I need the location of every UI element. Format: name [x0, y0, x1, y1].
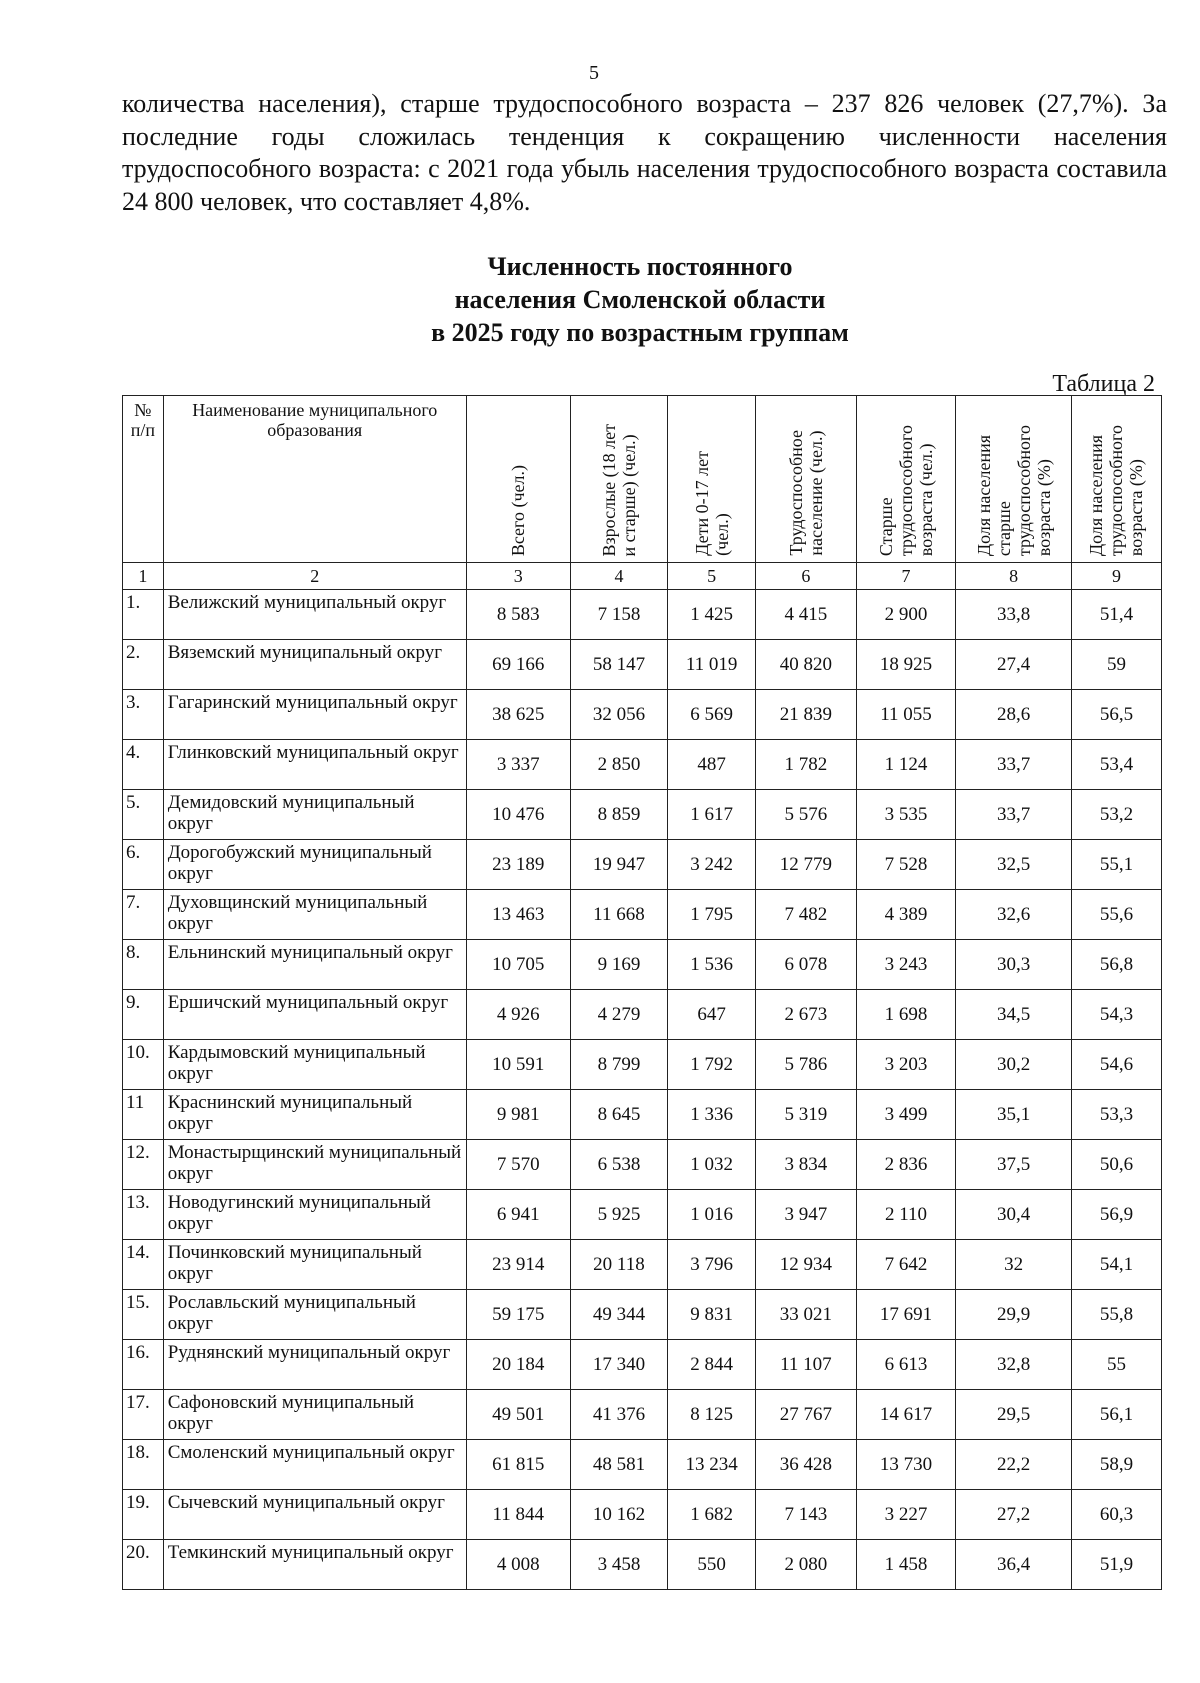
cell-children: 11 019	[668, 640, 756, 690]
cell-name: Смоленский муниципальный округ	[163, 1440, 466, 1490]
cell-working: 27 767	[756, 1390, 857, 1440]
cell-n: 2.	[123, 640, 164, 690]
cell-total: 8 583	[466, 590, 570, 640]
cell-share-working: 51,9	[1071, 1540, 1161, 1590]
cell-adults: 41 376	[570, 1390, 667, 1440]
cell-working: 7 143	[756, 1490, 857, 1540]
cell-adults: 4 279	[570, 990, 667, 1040]
cell-name: Сычевский муниципальный округ	[163, 1490, 466, 1540]
cell-older: 7 528	[856, 840, 956, 890]
table-row	[123, 640, 1162, 690]
column-number: 4	[570, 563, 667, 590]
cell-adults: 49 344	[570, 1290, 667, 1340]
cell-n: 18.	[123, 1440, 164, 1490]
cell-working: 2 673	[756, 990, 857, 1040]
title-line: населения Смоленской области	[454, 285, 826, 314]
cell-older: 1 124	[856, 740, 956, 790]
cell-name: Рославльский муниципальный округ	[163, 1290, 466, 1340]
cell-older: 7 642	[856, 1240, 956, 1290]
cell-n: 13.	[123, 1190, 164, 1240]
cell-share-working: 55,1	[1071, 840, 1161, 890]
cell-n: 7.	[123, 890, 164, 940]
cell-adults: 5 925	[570, 1190, 667, 1240]
header-older-label: Старше трудоспособного возраста (чел.)	[875, 424, 936, 556]
cell-children: 1 032	[668, 1140, 756, 1190]
cell-total: 59 175	[466, 1290, 570, 1340]
cell-older: 3 243	[856, 940, 956, 990]
header-adults-label: Взрослые (18 лет и старше) (чел.)	[598, 423, 639, 556]
cell-adults: 58 147	[570, 640, 667, 690]
cell-name: Темкинский муниципальный округ	[163, 1540, 466, 1590]
cell-share-working: 55,8	[1071, 1290, 1161, 1340]
cell-n: 14.	[123, 1240, 164, 1290]
header-adults	[570, 396, 667, 563]
cell-children: 3 796	[668, 1240, 756, 1290]
cell-total: 38 625	[466, 690, 570, 740]
cell-working: 40 820	[756, 640, 857, 690]
table-row	[123, 1290, 1162, 1340]
cell-n: 5.	[123, 790, 164, 840]
column-number: 1	[123, 563, 164, 590]
cell-total: 49 501	[466, 1390, 570, 1440]
column-number: 9	[1071, 563, 1161, 590]
cell-working: 4 415	[756, 590, 857, 640]
table-row	[123, 890, 1162, 940]
cell-adults: 10 162	[570, 1490, 667, 1540]
header-share-older	[956, 396, 1072, 563]
cell-share-working: 59	[1071, 640, 1161, 690]
header-share-working	[1071, 396, 1161, 563]
cell-total: 3 337	[466, 740, 570, 790]
table-row	[123, 690, 1162, 740]
cell-share-older: 22,2	[956, 1440, 1072, 1490]
column-number: 6	[756, 563, 857, 590]
cell-n: 12.	[123, 1140, 164, 1190]
cell-n: 9.	[123, 990, 164, 1040]
cell-name: Велижский муниципальный округ	[163, 590, 466, 640]
column-number: 8	[956, 563, 1072, 590]
cell-name: Починковский муниципальный округ	[163, 1240, 466, 1290]
cell-working: 2 080	[756, 1540, 857, 1590]
header-num	[123, 396, 164, 563]
cell-share-older: 34,5	[956, 990, 1072, 1040]
cell-adults: 7 158	[570, 590, 667, 640]
column-number-row	[123, 563, 1162, 590]
table-row	[123, 1390, 1162, 1440]
header-row	[123, 396, 1162, 563]
cell-name: Демидовский муниципальный округ	[163, 790, 466, 840]
table-row	[123, 1040, 1162, 1090]
cell-share-working: 58,9	[1071, 1440, 1161, 1490]
cell-share-older: 30,4	[956, 1190, 1072, 1240]
cell-older: 2 836	[856, 1140, 956, 1190]
cell-children: 2 844	[668, 1340, 756, 1390]
cell-name: Духовщинский муниципальный округ	[163, 890, 466, 940]
title-line: Численность постоянного	[487, 252, 793, 281]
cell-share-working: 54,6	[1071, 1040, 1161, 1090]
table-row	[123, 1140, 1162, 1190]
cell-name: Гагаринский муниципальный округ	[163, 690, 466, 740]
cell-share-working: 56,8	[1071, 940, 1161, 990]
cell-older: 3 535	[856, 790, 956, 840]
cell-share-older: 30,3	[956, 940, 1072, 990]
cell-share-older: 33,7	[956, 740, 1072, 790]
cell-children: 1 336	[668, 1090, 756, 1140]
cell-n: 8.	[123, 940, 164, 990]
cell-share-older: 33,8	[956, 590, 1072, 640]
cell-n: 10.	[123, 1040, 164, 1090]
cell-share-working: 53,3	[1071, 1090, 1161, 1140]
cell-older: 3 203	[856, 1040, 956, 1090]
cell-share-working: 60,3	[1071, 1490, 1161, 1540]
cell-working: 36 428	[756, 1440, 857, 1490]
table-row	[123, 1190, 1162, 1240]
table-row	[123, 940, 1162, 990]
table-row	[123, 1340, 1162, 1390]
cell-total: 69 166	[466, 640, 570, 690]
cell-adults: 9 169	[570, 940, 667, 990]
cell-share-older: 30,2	[956, 1040, 1072, 1090]
cell-share-older: 28,6	[956, 690, 1072, 740]
table-row	[123, 790, 1162, 840]
cell-older: 6 613	[856, 1340, 956, 1390]
cell-share-older: 27,2	[956, 1490, 1072, 1540]
cell-adults: 19 947	[570, 840, 667, 890]
cell-share-older: 36,4	[956, 1540, 1072, 1590]
cell-adults: 11 668	[570, 890, 667, 940]
cell-children: 647	[668, 990, 756, 1040]
cell-adults: 8 645	[570, 1090, 667, 1140]
cell-name: Новодугинский муниципальный округ	[163, 1190, 466, 1240]
cell-share-working: 54,1	[1071, 1240, 1161, 1290]
cell-total: 20 184	[466, 1340, 570, 1390]
table-row	[123, 1090, 1162, 1140]
cell-working: 3 834	[756, 1140, 857, 1190]
cell-working: 12 779	[756, 840, 857, 890]
header-older	[856, 396, 956, 563]
cell-children: 1 795	[668, 890, 756, 940]
cell-n: 15.	[123, 1290, 164, 1340]
cell-children: 1 425	[668, 590, 756, 640]
cell-older: 3 227	[856, 1490, 956, 1540]
table-label: Таблица 2	[1052, 371, 1155, 397]
cell-share-working: 54,3	[1071, 990, 1161, 1040]
cell-children: 1 792	[668, 1040, 756, 1090]
cell-n: 11	[123, 1090, 164, 1140]
cell-share-older: 33,7	[956, 790, 1072, 840]
cell-name: Ельнинский муниципальный округ	[163, 940, 466, 990]
header-num-label: № п/п	[130, 400, 155, 440]
cell-working: 12 934	[756, 1240, 857, 1290]
cell-total: 4 926	[466, 990, 570, 1040]
population-table	[122, 395, 1162, 1590]
cell-total: 61 815	[466, 1440, 570, 1490]
cell-share-working: 51,4	[1071, 590, 1161, 640]
column-number: 7	[856, 563, 956, 590]
header-children	[668, 396, 756, 563]
cell-total: 10 705	[466, 940, 570, 990]
cell-name: Вяземский муниципальный округ	[163, 640, 466, 690]
cell-adults: 17 340	[570, 1340, 667, 1390]
cell-older: 4 389	[856, 890, 956, 940]
table-row	[123, 990, 1162, 1040]
cell-adults: 8 859	[570, 790, 667, 840]
cell-children: 1 536	[668, 940, 756, 990]
cell-older: 1 458	[856, 1540, 956, 1590]
cell-adults: 8 799	[570, 1040, 667, 1090]
cell-total: 23 189	[466, 840, 570, 890]
cell-share-older: 32	[956, 1240, 1072, 1290]
header-working-label: Трудоспособное население (чел.)	[785, 430, 826, 556]
cell-children: 1 682	[668, 1490, 756, 1540]
cell-total: 23 914	[466, 1240, 570, 1290]
header-name: Наименование муниципального образования	[163, 396, 466, 563]
table-row	[123, 1490, 1162, 1540]
cell-total: 4 008	[466, 1540, 570, 1590]
cell-children: 550	[668, 1540, 756, 1590]
cell-working: 5 576	[756, 790, 857, 840]
cell-share-older: 32,5	[956, 840, 1072, 890]
cell-share-working: 55,6	[1071, 890, 1161, 940]
table-row	[123, 590, 1162, 640]
cell-n: 16.	[123, 1340, 164, 1390]
cell-total: 7 570	[466, 1140, 570, 1190]
cell-name: Дорогобужский муниципальный округ	[163, 840, 466, 890]
cell-share-older: 27,4	[956, 640, 1072, 690]
cell-name: Краснинский муниципальный округ	[163, 1090, 466, 1140]
cell-children: 1 617	[668, 790, 756, 840]
cell-n: 20.	[123, 1540, 164, 1590]
cell-n: 6.	[123, 840, 164, 890]
cell-older: 3 499	[856, 1090, 956, 1140]
cell-share-working: 56,5	[1071, 690, 1161, 740]
table-row	[123, 1440, 1162, 1490]
table-row	[123, 1240, 1162, 1290]
cell-share-working: 55	[1071, 1340, 1161, 1390]
cell-total: 10 591	[466, 1040, 570, 1090]
cell-share-working: 50,6	[1071, 1140, 1161, 1190]
cell-children: 6 569	[668, 690, 756, 740]
cell-adults: 2 850	[570, 740, 667, 790]
cell-n: 17.	[123, 1390, 164, 1440]
cell-working: 5 319	[756, 1090, 857, 1140]
cell-name: Монастырщинский муниципальный округ	[163, 1140, 466, 1190]
cell-working: 21 839	[756, 690, 857, 740]
header-total-label: Всего (чел.)	[508, 464, 529, 556]
cell-children: 1 016	[668, 1190, 756, 1240]
cell-older: 13 730	[856, 1440, 956, 1490]
cell-name: Руднянский муниципальный округ	[163, 1340, 466, 1390]
cell-name: Кардымовский муниципальный округ	[163, 1040, 466, 1090]
cell-children: 8 125	[668, 1390, 756, 1440]
cell-share-older: 29,5	[956, 1390, 1072, 1440]
header-share-older-label: Доля населения старше трудоспособного возраста (%)	[973, 424, 1054, 556]
cell-children: 487	[668, 740, 756, 790]
cell-n: 3.	[123, 690, 164, 740]
table-row	[123, 740, 1162, 790]
header-share-working-label: Доля населения трудоспособного возраста (%)	[1086, 424, 1147, 556]
cell-adults: 32 056	[570, 690, 667, 740]
cell-adults: 20 118	[570, 1240, 667, 1290]
cell-working: 6 078	[756, 940, 857, 990]
cell-total: 10 476	[466, 790, 570, 840]
cell-share-older: 35,1	[956, 1090, 1072, 1140]
cell-children: 9 831	[668, 1290, 756, 1340]
cell-children: 3 242	[668, 840, 756, 890]
cell-older: 18 925	[856, 640, 956, 690]
cell-older: 11 055	[856, 690, 956, 740]
cell-total: 6 941	[466, 1190, 570, 1240]
cell-share-older: 29,9	[956, 1290, 1072, 1340]
table-title	[0, 250, 1200, 349]
cell-working: 3 947	[756, 1190, 857, 1240]
header-children-label: Дети 0-17 лет (чел.)	[691, 451, 732, 556]
cell-name: Сафоновский муниципальный округ	[163, 1390, 466, 1440]
title-line: в 2025 году по возрастным группам	[431, 318, 849, 347]
cell-adults: 48 581	[570, 1440, 667, 1490]
column-number: 3	[466, 563, 570, 590]
cell-total: 11 844	[466, 1490, 570, 1540]
cell-adults: 6 538	[570, 1140, 667, 1190]
column-number: 5	[668, 563, 756, 590]
cell-n: 4.	[123, 740, 164, 790]
cell-older: 1 698	[856, 990, 956, 1040]
cell-share-working: 53,2	[1071, 790, 1161, 840]
column-number: 2	[163, 563, 466, 590]
body-paragraph: количества населения), старше трудоспособного возраста – 237 826 человек (27,7%). За последние годы сложилась тенденция к сокращению численности населения трудоспособного возраста: с 2021 года убыль населения трудоспособного возраста составила 24 800 человек, что составляет 4,8%.	[122, 89, 1167, 216]
page-number: 5	[589, 62, 599, 84]
cell-name: Ершичский муниципальный округ	[163, 990, 466, 1040]
cell-share-older: 32,8	[956, 1340, 1072, 1390]
cell-older: 17 691	[856, 1290, 956, 1340]
cell-share-working: 56,1	[1071, 1390, 1161, 1440]
cell-older: 14 617	[856, 1390, 956, 1440]
cell-working: 11 107	[756, 1340, 857, 1390]
cell-working: 1 782	[756, 740, 857, 790]
cell-n: 1.	[123, 590, 164, 640]
cell-name: Глинковский муниципальный округ	[163, 740, 466, 790]
cell-share-working: 56,9	[1071, 1190, 1161, 1240]
header-total	[466, 396, 570, 563]
cell-working: 7 482	[756, 890, 857, 940]
cell-share-older: 32,6	[956, 890, 1072, 940]
table-row	[123, 840, 1162, 890]
cell-share-older: 37,5	[956, 1140, 1072, 1190]
cell-share-working: 53,4	[1071, 740, 1161, 790]
header-working	[756, 396, 857, 563]
table-row	[123, 1540, 1162, 1590]
cell-adults: 3 458	[570, 1540, 667, 1590]
cell-working: 33 021	[756, 1290, 857, 1340]
cell-total: 9 981	[466, 1090, 570, 1140]
cell-older: 2 900	[856, 590, 956, 640]
cell-n: 19.	[123, 1490, 164, 1540]
cell-children: 13 234	[668, 1440, 756, 1490]
cell-total: 13 463	[466, 890, 570, 940]
cell-working: 5 786	[756, 1040, 857, 1090]
cell-older: 2 110	[856, 1190, 956, 1240]
